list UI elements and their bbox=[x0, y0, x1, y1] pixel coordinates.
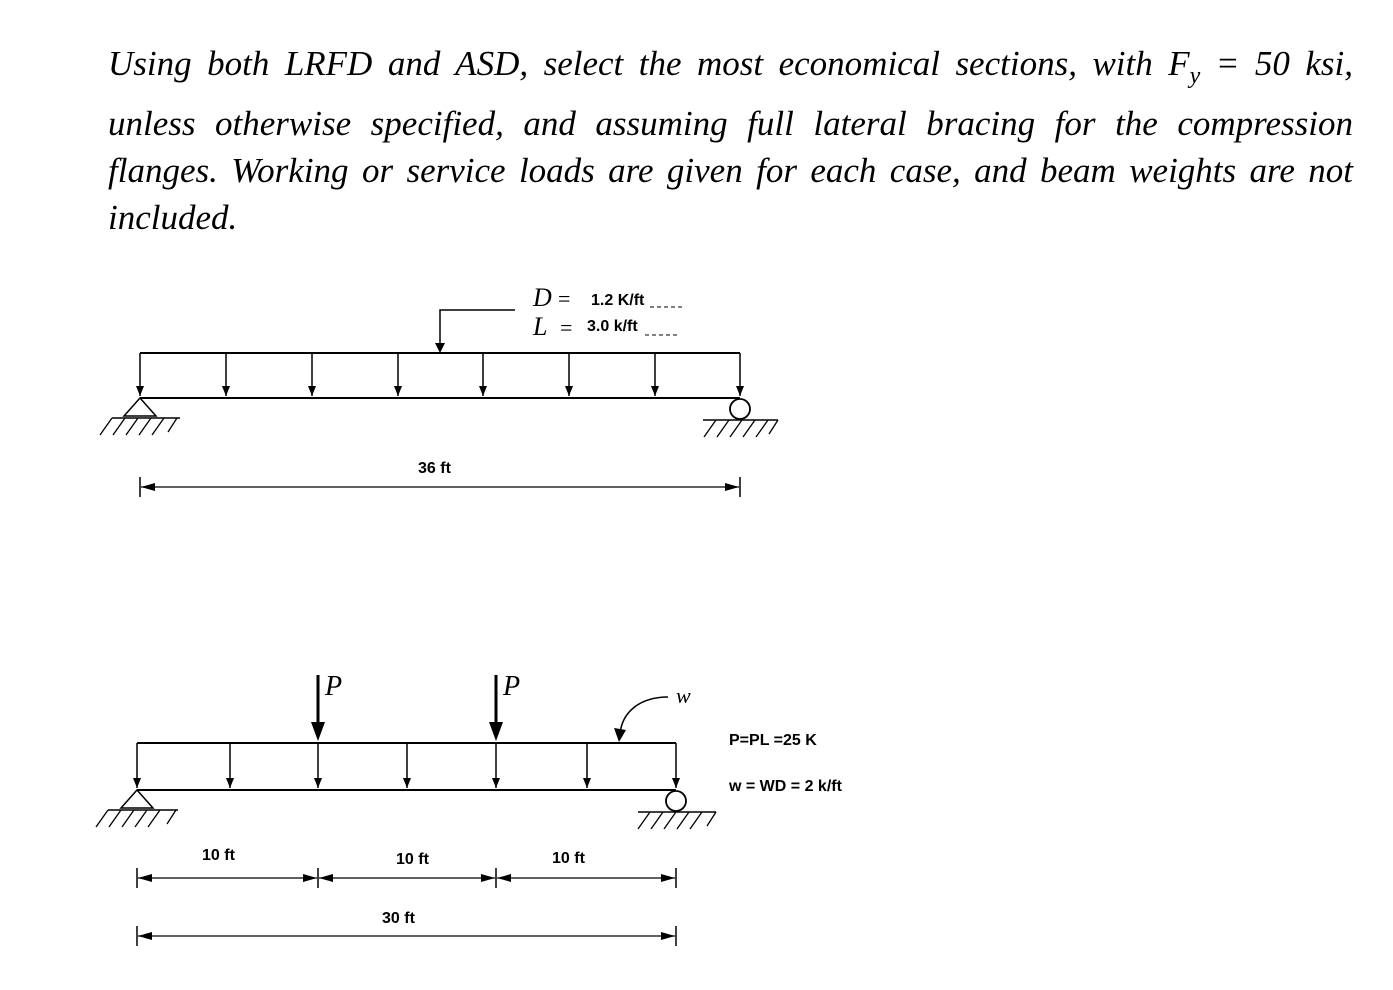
live-load-value: 3.0 k/ft bbox=[587, 318, 638, 335]
beam2-total-dimension bbox=[137, 926, 676, 946]
problem-line-4: included. bbox=[108, 198, 238, 237]
beam1-roller-support bbox=[703, 399, 778, 437]
dead-load-symbol: D bbox=[533, 283, 552, 312]
beam2-pin-support bbox=[96, 790, 178, 827]
problem-line-3: flanges. Working or service loads are given for each case, and beam weights are not bbox=[108, 151, 1353, 190]
beam-1 bbox=[100, 283, 778, 497]
problem-line-1: Using both LRFD and ASD, select the most economical sections, with $F_y = 50$ ksi, bbox=[108, 44, 1353, 89]
beam1-leader-arrowhead bbox=[435, 343, 445, 353]
beam1-span-dimension bbox=[140, 477, 740, 497]
beam1-span-label: 36 ft bbox=[418, 460, 451, 477]
point-load-2 bbox=[489, 675, 503, 741]
point-load-label-2: P bbox=[503, 671, 521, 702]
point-load-1 bbox=[311, 675, 325, 741]
segment-3-label: 10 ft bbox=[552, 850, 585, 867]
dist-load-leader bbox=[620, 697, 668, 734]
segment-2-label: 10 ft bbox=[396, 851, 429, 868]
point-load-label-1: P bbox=[325, 671, 343, 702]
total-span-label: 30 ft bbox=[382, 910, 415, 927]
beam2-segment-dimension bbox=[137, 868, 676, 888]
live-load-symbol: L bbox=[533, 312, 548, 341]
beam1-pin-support bbox=[100, 398, 180, 435]
note-dist-load: w = WD = 2 k/ft bbox=[729, 778, 842, 795]
problem-line-2: unless otherwise specified, and assuming full lateral bracing for the compression bbox=[108, 104, 1353, 143]
beam2-load-arrows bbox=[137, 743, 676, 788]
live-load-equals: = bbox=[560, 315, 573, 340]
beam1-load-arrows bbox=[140, 353, 740, 396]
note-point-load: P=PL =25 K bbox=[729, 732, 817, 749]
segment-1-label: 10 ft bbox=[202, 847, 235, 864]
beam-2 bbox=[96, 671, 843, 946]
dist-load-leader-arrowhead bbox=[614, 728, 626, 742]
beam2-roller-support bbox=[638, 791, 716, 829]
dist-load-label: w bbox=[676, 683, 691, 708]
beam1-load-leader bbox=[440, 310, 515, 351]
dead-load-value: 1.2 K/ft bbox=[591, 292, 645, 309]
dead-load-equals: = bbox=[558, 286, 571, 311]
